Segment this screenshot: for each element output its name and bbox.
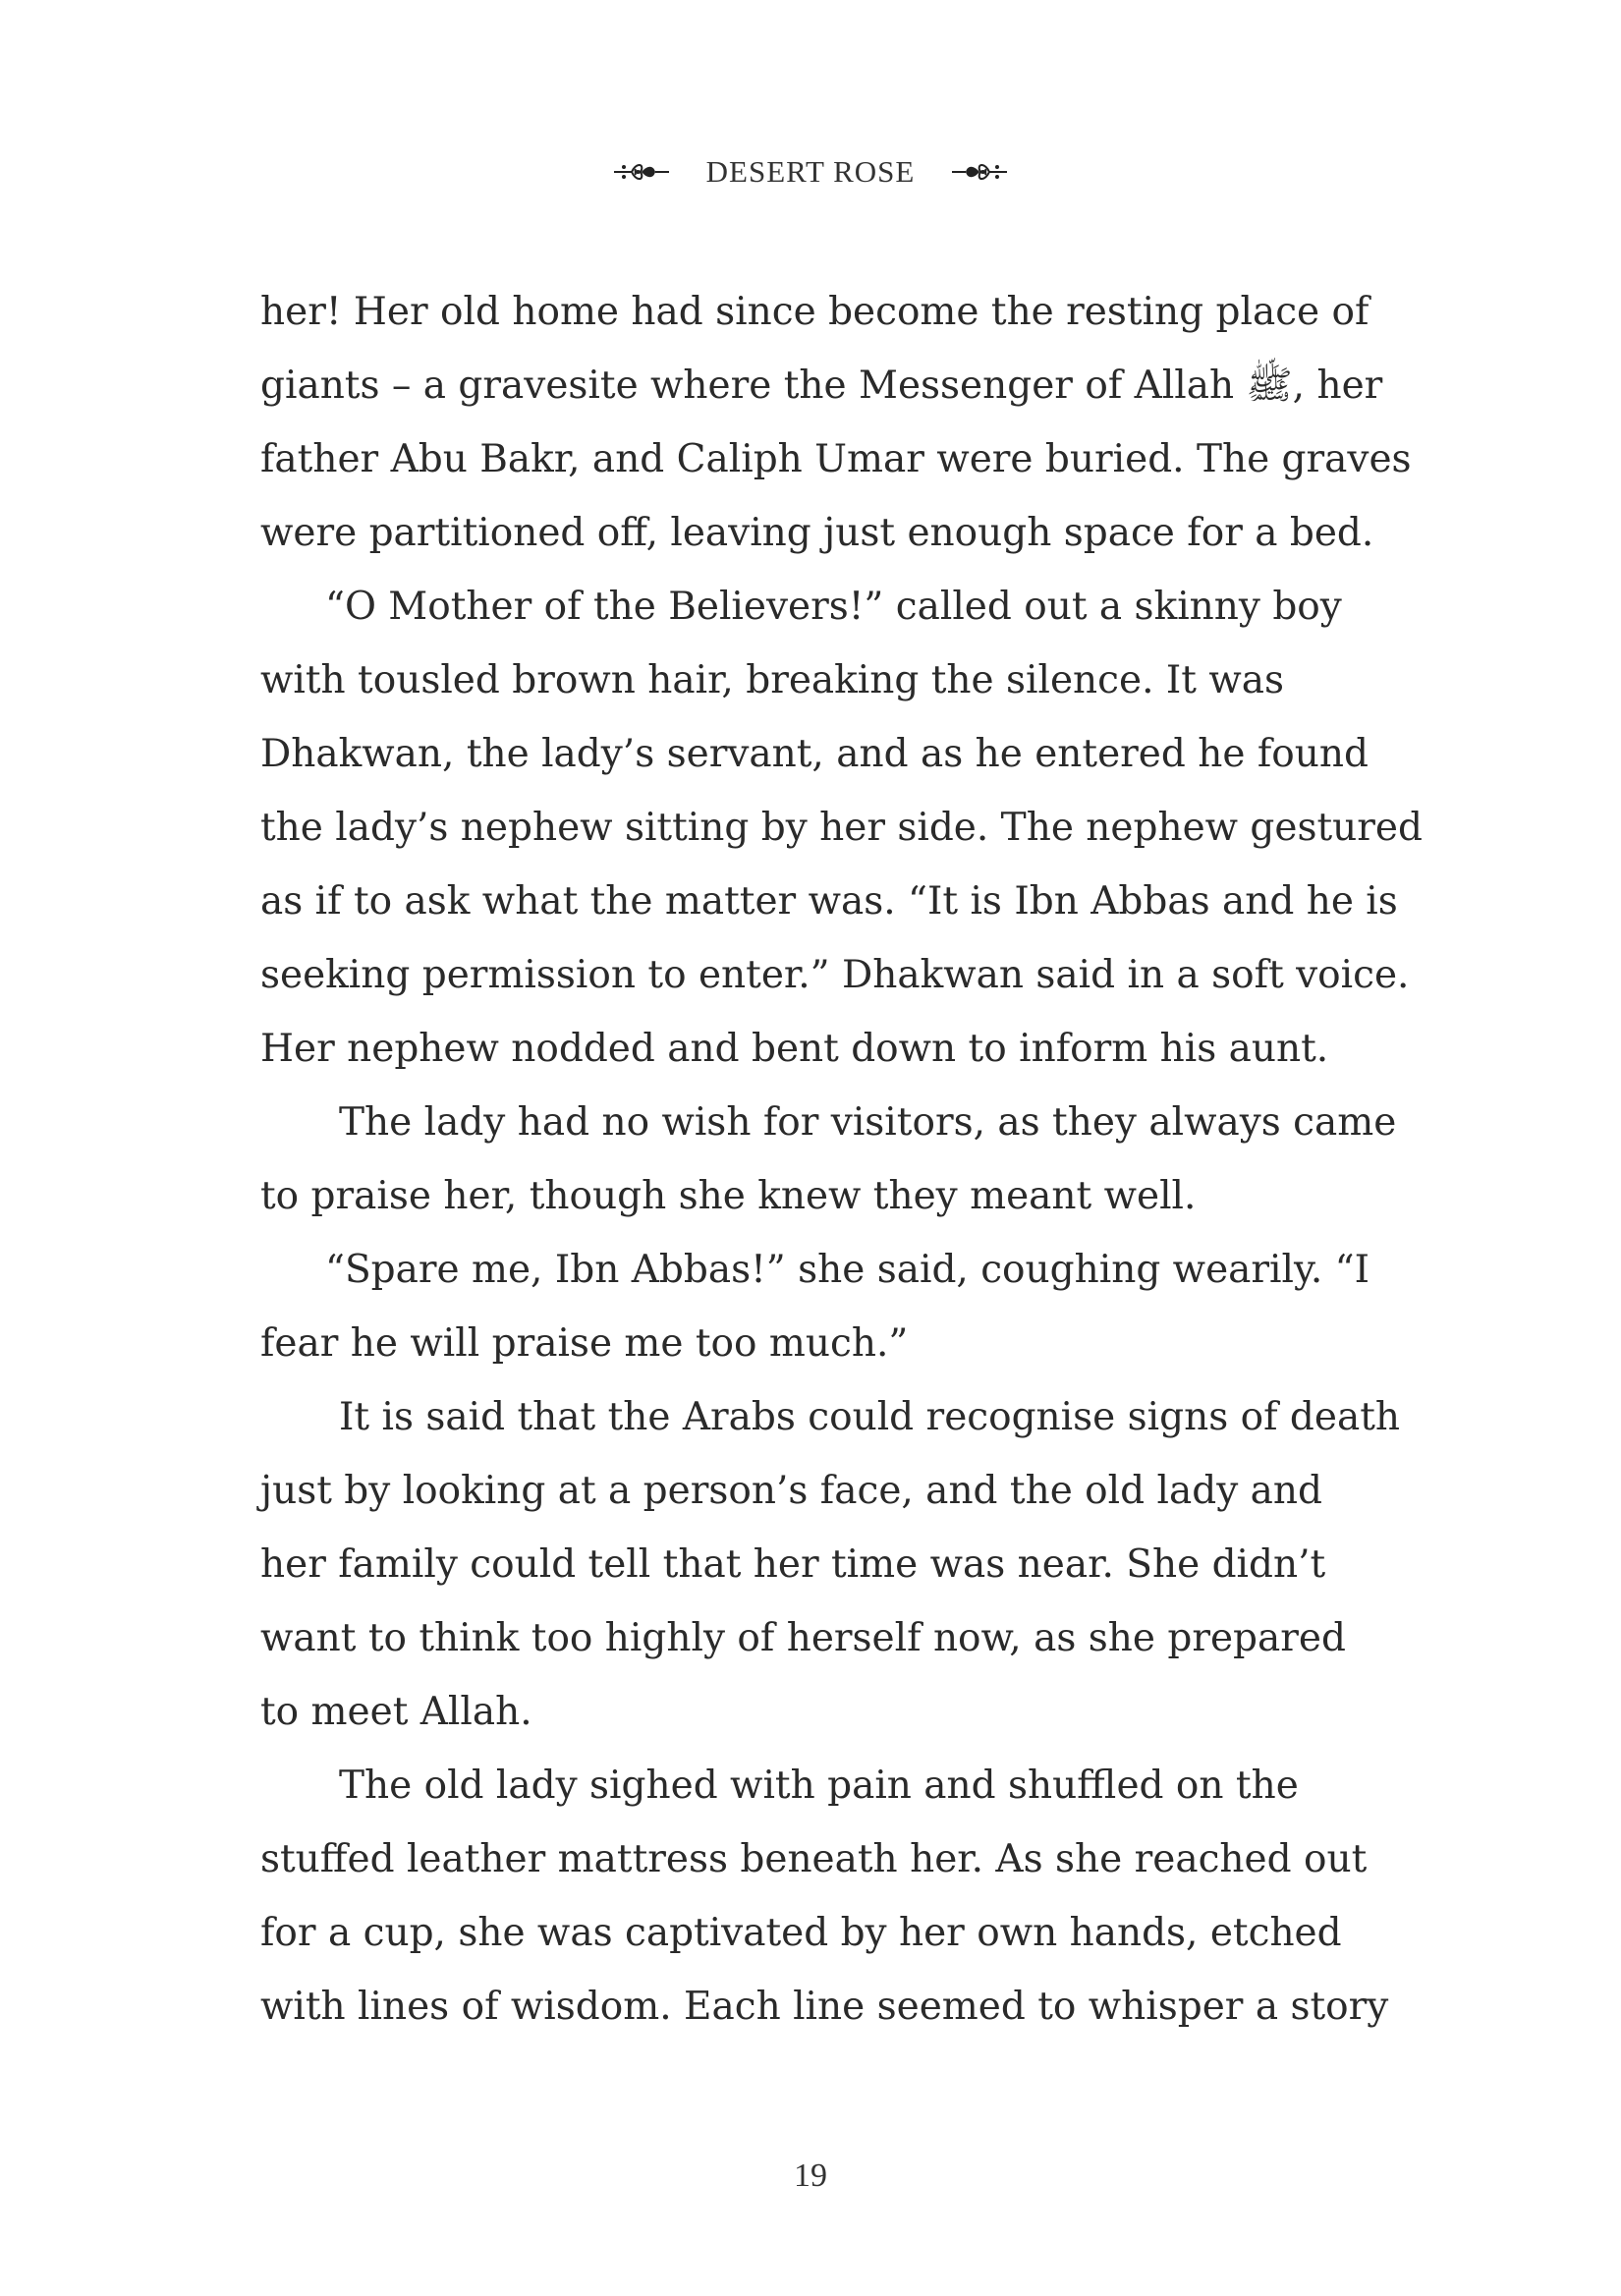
text-line: her! Her old home had since become the resting place of xyxy=(260,290,1369,334)
text-line: with tousled brown hair, breaking the silence. It was xyxy=(260,658,1285,702)
page-body-text xyxy=(260,275,1423,2044)
text-line: to praise her, though she knew they meant well. xyxy=(260,1174,1197,1218)
running-header xyxy=(0,147,1621,196)
paragraph-first-line: The old lady sighed with pain and shuffled on the xyxy=(339,1764,1299,1808)
text-line: for a cup, she was captivated by her own hands, etched xyxy=(260,1911,1342,1955)
paragraph-first-line: The lady had no wish for visitors, as they always came xyxy=(339,1100,1397,1145)
paragraph-first-line: “Spare me, Ibn Abbas!” she said, coughing wearily. “I xyxy=(325,1248,1369,1292)
text-line: father Abu Bakr, and Caliph Umar were buried. The graves xyxy=(260,437,1412,481)
text-line: want to think too highly of herself now, as she prepared xyxy=(260,1616,1346,1660)
text-line: her family could tell that her time was near. She didn’t xyxy=(260,1542,1326,1587)
text-line: to meet Allah. xyxy=(260,1690,532,1734)
paragraph-first-line: “O Mother of the Believers!” called out a skinny boy xyxy=(325,585,1342,629)
text-line: as if to ask what the matter was. “It is Ibn Abbas and he is xyxy=(260,879,1398,924)
text-line: giants – a gravesite where the Messenger of Allah ﷺ, her xyxy=(260,364,1383,408)
text-line: the lady’s nephew sitting by her side. The nephew gestured xyxy=(260,806,1423,850)
text-line: seeking permission to enter.” Dhakwan said in a soft voice. xyxy=(260,953,1410,997)
text-line: Her nephew nodded and bent down to inform his aunt. xyxy=(260,1027,1329,1071)
text-line: with lines of wisdom. Each line seemed to whisper a story xyxy=(260,1985,1389,2029)
text-line: Dhakwan, the lady’s servant, and as he entered he found xyxy=(260,732,1369,776)
running-header-title: DESERT ROSE xyxy=(705,154,916,189)
fleuron-ornament-icon xyxy=(950,155,1009,189)
text-line: were partitioned off, leaving just enough space for a bed. xyxy=(260,511,1374,555)
text-line: fear he will praise me too much.” xyxy=(260,1321,909,1366)
paragraph-first-line: It is said that the Arabs could recognise signs of death xyxy=(339,1395,1401,1439)
fleuron-ornament-icon xyxy=(612,155,671,189)
text-line: just by looking at a person’s face, and the old lady and xyxy=(260,1469,1322,1513)
page-number: 19 xyxy=(794,2157,827,2194)
text-line: stuffed leather mattress beneath her. As she reached out xyxy=(260,1837,1368,1881)
